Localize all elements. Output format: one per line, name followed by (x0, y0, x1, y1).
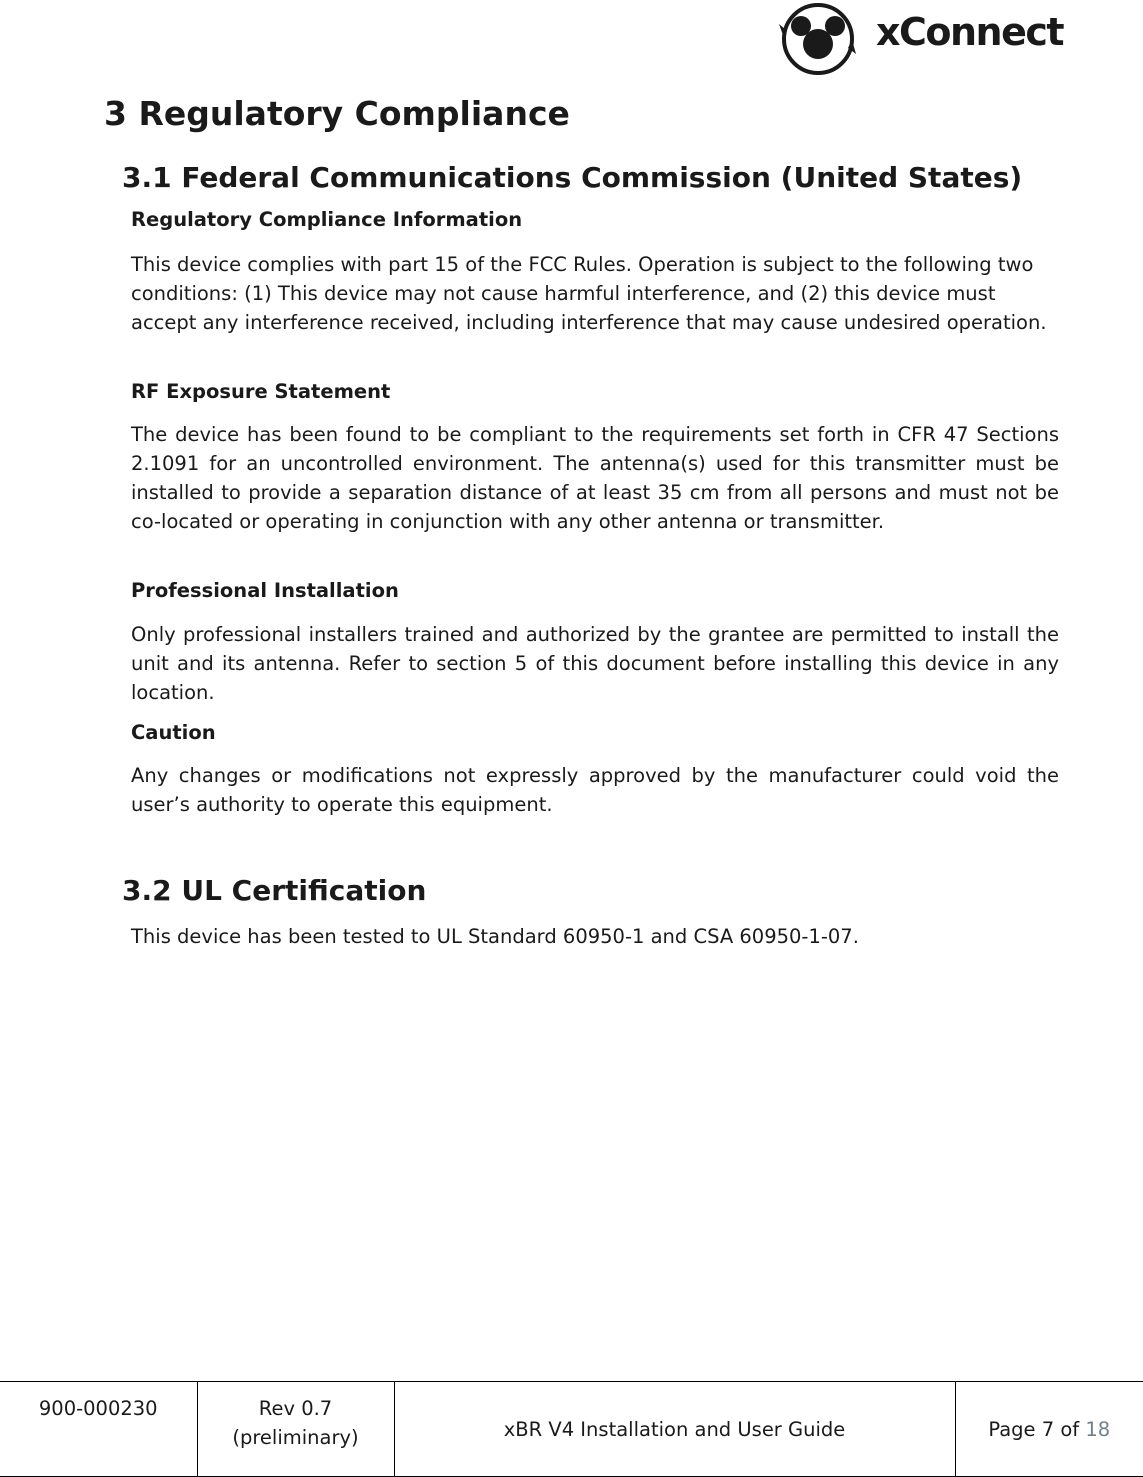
footer-page-label: Page 7 of (988, 1417, 1080, 1441)
caution-paragraph: Any changes or modifications not expressly approved by the manufacturer could void the user’s authority to operate this equipment. (131, 764, 1059, 816)
footer-page-number (955, 1382, 1143, 1477)
ul-heading: 3.2 UL Certification (122, 874, 427, 907)
footer-doc-number: 900-000230 (0, 1382, 197, 1477)
professional-installation-paragraph: Only professional installers trained and authorized by the grantee are permitted to install the unit and its antenna. Refer to section 5 of this document before installing this device in any location. (131, 623, 1059, 704)
ul-paragraph: This device has been tested to UL Standard 60950-1 and CSA 60950-1-07. (131, 925, 859, 948)
footer-revision: Rev 0.7 (258, 1397, 333, 1420)
regulatory-info-heading: Regulatory Compliance Information (131, 208, 523, 231)
footer-page-total: 18 (1085, 1417, 1111, 1441)
logo-text: xConnect (876, 10, 1064, 54)
section-heading: 3 Regulatory Compliance (104, 94, 570, 133)
footer-document-title: xBR V4 Installation and User Guide (394, 1382, 955, 1477)
rf-exposure-heading: RF Exposure Statement (131, 380, 391, 403)
xconnect-logo (776, 2, 1064, 76)
fcc-heading: 3.1 Federal Communications Commission (United States) (122, 161, 1023, 194)
footer-table (0, 1381, 1143, 1477)
regulatory-info-paragraph: This device complies with part 15 of the FCC Rules. Operation is subject to the following two conditions: (1) This device may not cause harmful interference, and (2) this device must accept any interference received, including interference that may cause undesired operation. (131, 253, 1047, 334)
rf-exposure-paragraph: The device has been found to be compliant to the requirements set forth in CFR 47 Sections 2.1091 for an uncontrolled environment. The antenna(s) used for this transmitter must be installed to provide a separation distance of at least 35 cm from all persons and must not be co-located or operating in conjunction with any other antenna or transmitter. (131, 423, 1059, 533)
professional-installation-heading: Professional Installation (131, 579, 399, 602)
footer-revision-cell (197, 1382, 394, 1477)
footer-revision-status: (preliminary) (232, 1426, 359, 1449)
caution-heading: Caution (131, 721, 216, 744)
mouse-ears-logo-icon (776, 2, 860, 76)
